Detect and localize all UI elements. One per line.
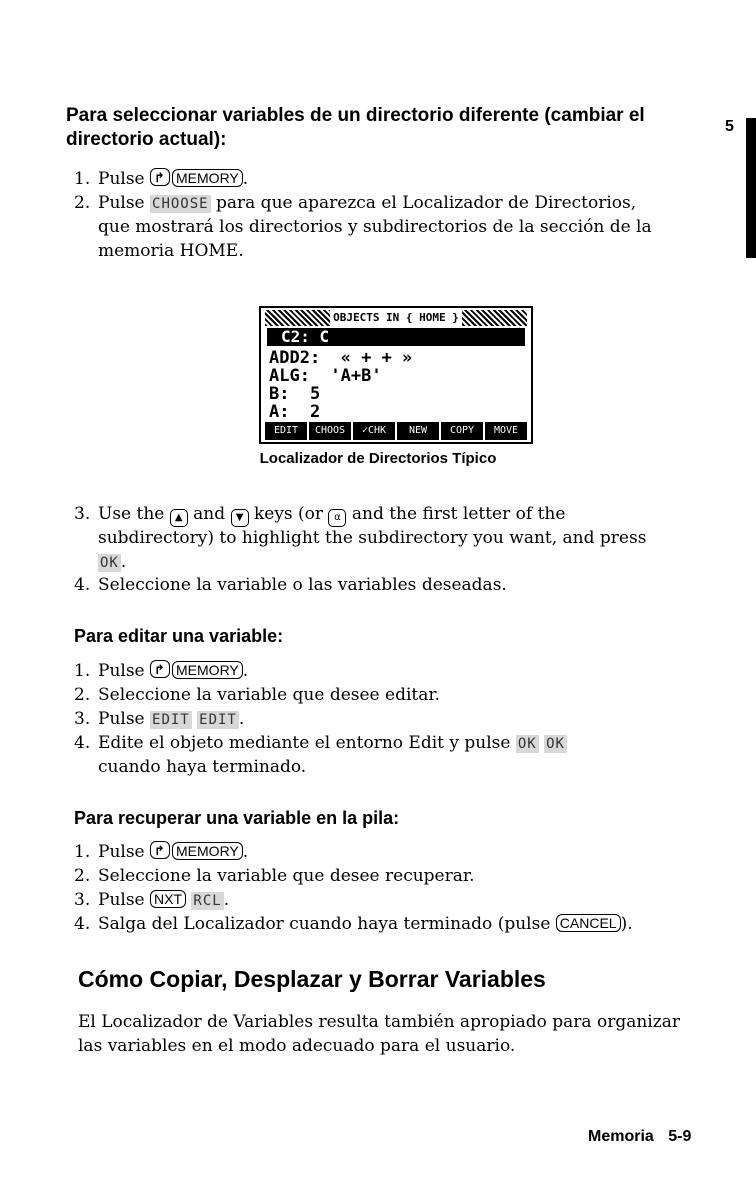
section-heading-copy-move-delete: Cómo Copiar, Desplazar y Borrar Variables [78,966,546,992]
list-item-continuation: que mostrará los directorios y subdirectorios de la sección de la [98,217,652,237]
footer-page-number: 5-9 [668,1128,692,1145]
memory-key: MEMORY [172,169,243,187]
list-item: 4. Edite el objeto mediante el entorno Edit y pulse OK OK [74,733,565,753]
edit-menu-key: EDIT [152,712,190,728]
ok-menu-key: OK [100,555,119,571]
list-item-continuation: memoria HOME. [98,241,244,261]
list-item: 4. Salga del Localizador cuando haya terminado (pulse CANCEL ). [74,914,633,934]
list-item: 1. Pulse ↱ MEMORY . [74,167,714,191]
menu-label: EDIT [265,422,307,440]
screen-row: ADD2: « + + » [269,348,413,368]
screen-menu-bar [265,422,527,440]
list-item-continuation: OK . [100,552,127,572]
screen-title-bar: OBJECTS IN { HOME } [265,310,527,326]
choose-menu-key: CHOOSE [152,196,209,212]
list-item: 3. Pulse EDIT EDIT . [74,709,245,729]
cancel-key: CANCEL [556,914,621,932]
memory-key: MEMORY [172,661,243,679]
section-title-recall-variable: Para recuperar una variable en la pila: [74,808,400,828]
menu-label: MOVE [485,422,527,440]
section-title-edit-variable: Para editar una variable: [74,626,284,646]
edit-menu-key: EDIT [199,712,237,728]
list-item: 2. Seleccione la variable que desee recuperar. [74,866,475,886]
screen-row: B: 5 [269,384,321,404]
chapter-tab-bar [746,118,756,258]
nxt-key: NXT [150,890,186,908]
screen-selected-row: C2: C [267,328,525,346]
list-item: 1. Pulse ↱ MEMORY . [74,659,714,683]
list-item: 4. Seleccione la variable o las variables deseadas. [74,575,507,595]
right-shift-key-icon [150,168,170,186]
list-item: 2. Seleccione la variable que desee editar. [74,685,441,705]
ok-menu-key: OK [517,736,537,752]
list-item: 1. Pulse ↱ MEMORY . [74,840,714,864]
menu-label: ✓CHK [353,422,395,440]
figure-caption: Localizador de Directorios Típico [259,450,497,467]
memory-key: MEMORY [172,842,243,860]
screen-row: A: 2 [269,402,321,422]
list-item: 2. Pulse CHOOSE para que aparezca el Localizador de Directorios, [74,193,637,213]
menu-label: CHOOS [309,422,351,440]
alpha-key-icon: α [328,509,346,527]
list-item: 3. Pulse NXT RCL . [74,890,230,910]
page-footer [588,1128,691,1146]
calculator-screen [259,306,533,444]
ok-menu-key: OK [546,736,565,752]
footer-section: Memoria [588,1128,654,1145]
up-arrow-icon: ↑ [513,326,525,342]
list-item-continuation: cuando haya terminado. [98,757,307,777]
right-shift-key-icon [150,841,170,859]
chapter-tab-number: 5 [725,118,734,135]
rcl-menu-key: RCL [193,893,222,909]
down-arrow-key-icon: ▼ [231,509,249,527]
paragraph-line: las variables en el modo adecuado para el usuario. [78,1036,516,1056]
right-shift-key-icon [150,660,170,678]
screen-row: ALG: 'A+B' [269,366,382,386]
up-arrow-key-icon: ▲ [170,509,188,527]
paragraph-line: El Localizador de Variables resulta también apropiado para organizar [78,1012,680,1032]
list-item: 3. Use the ▲ and ▼ keys (or α and the first letter of the [74,502,714,527]
section-title-change-directory: Para seleccionar variables de un directorio diferente (cambiar el directorio actual): [66,105,645,150]
menu-label: NEW [397,422,439,440]
menu-label: COPY [441,422,483,440]
list-item-continuation: subdirectory) to highlight the subdirectory you want, and press [98,528,647,548]
